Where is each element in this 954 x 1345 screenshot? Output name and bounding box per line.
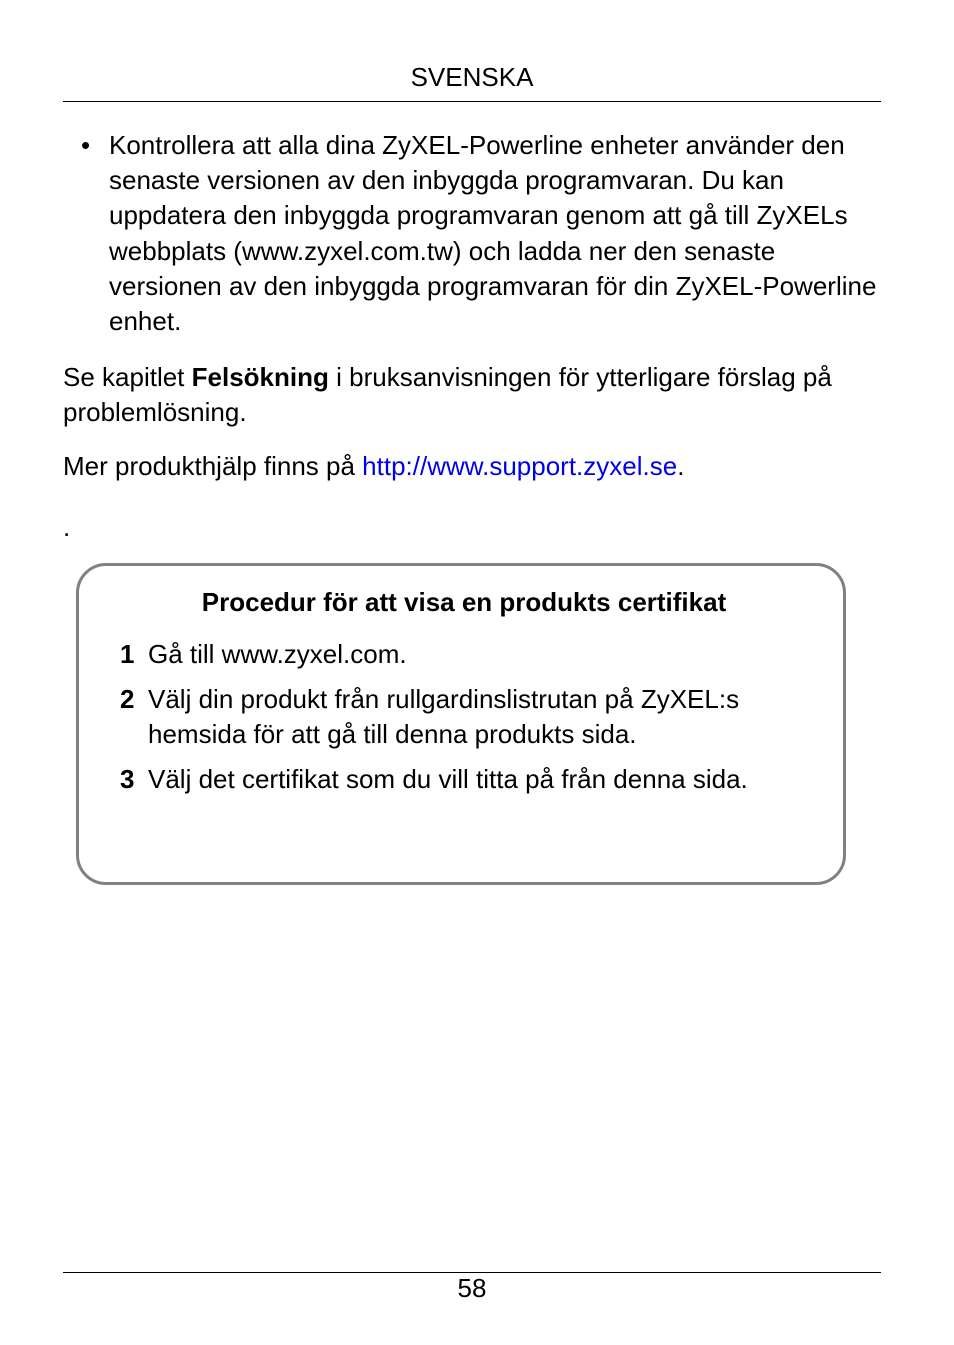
step-number: 3 — [120, 764, 135, 794]
step-text: Gå till www.zyxel.com. — [148, 639, 407, 669]
step-text: Välj det certifikat som du vill titta på från denna sida. — [148, 764, 748, 794]
procedure-step — [120, 682, 840, 752]
page-number: 58 — [457, 1273, 487, 1303]
procedure-step — [120, 762, 840, 797]
firmware-bullet-text: Kontrollera att alla dina ZyXEL-Powerline enheter använder den senaste versionen av den inbyggda programvaran. Du kan uppdatera den inbyggda programvaran genom att gå till ZyXELs webbplats (www.zyxel.com.tw) och ladda ner den senaste versionen av den inbyggda programvaran för din ZyXEL-Powerline enhet. — [109, 130, 877, 337]
support-link[interactable]: http://www.support.zyxel.se — [362, 451, 678, 481]
firmware-bullet-item — [63, 128, 881, 339]
page-header: SVENSKA — [410, 62, 534, 92]
step-text: Välj din produkt från rullgardinslistrutan på ZyXEL:s hemsida för att gå till denna produkts sida. — [148, 684, 740, 749]
help-text-after: . — [677, 451, 685, 481]
step-number: 2 — [120, 684, 135, 714]
help-text-before: Mer produkthjälp finns på — [63, 451, 363, 481]
certificate-procedure-title: Procedur för att visa en produkts certifikat — [201, 587, 727, 617]
stray-dot: . — [63, 512, 71, 542]
procedure-step — [120, 637, 840, 672]
troubleshooting-text-after: i bruksanvisningen för ytterligare förslag på problemlösning. — [63, 362, 832, 427]
troubleshooting-chapter-name: Felsökning — [191, 362, 329, 392]
header-divider — [63, 101, 881, 102]
troubleshooting-text-before: Se kapitlet — [63, 362, 192, 392]
help-paragraph — [63, 449, 853, 484]
bullet-icon: • — [81, 130, 91, 160]
troubleshooting-paragraph — [63, 360, 853, 430]
step-number: 1 — [120, 639, 135, 669]
